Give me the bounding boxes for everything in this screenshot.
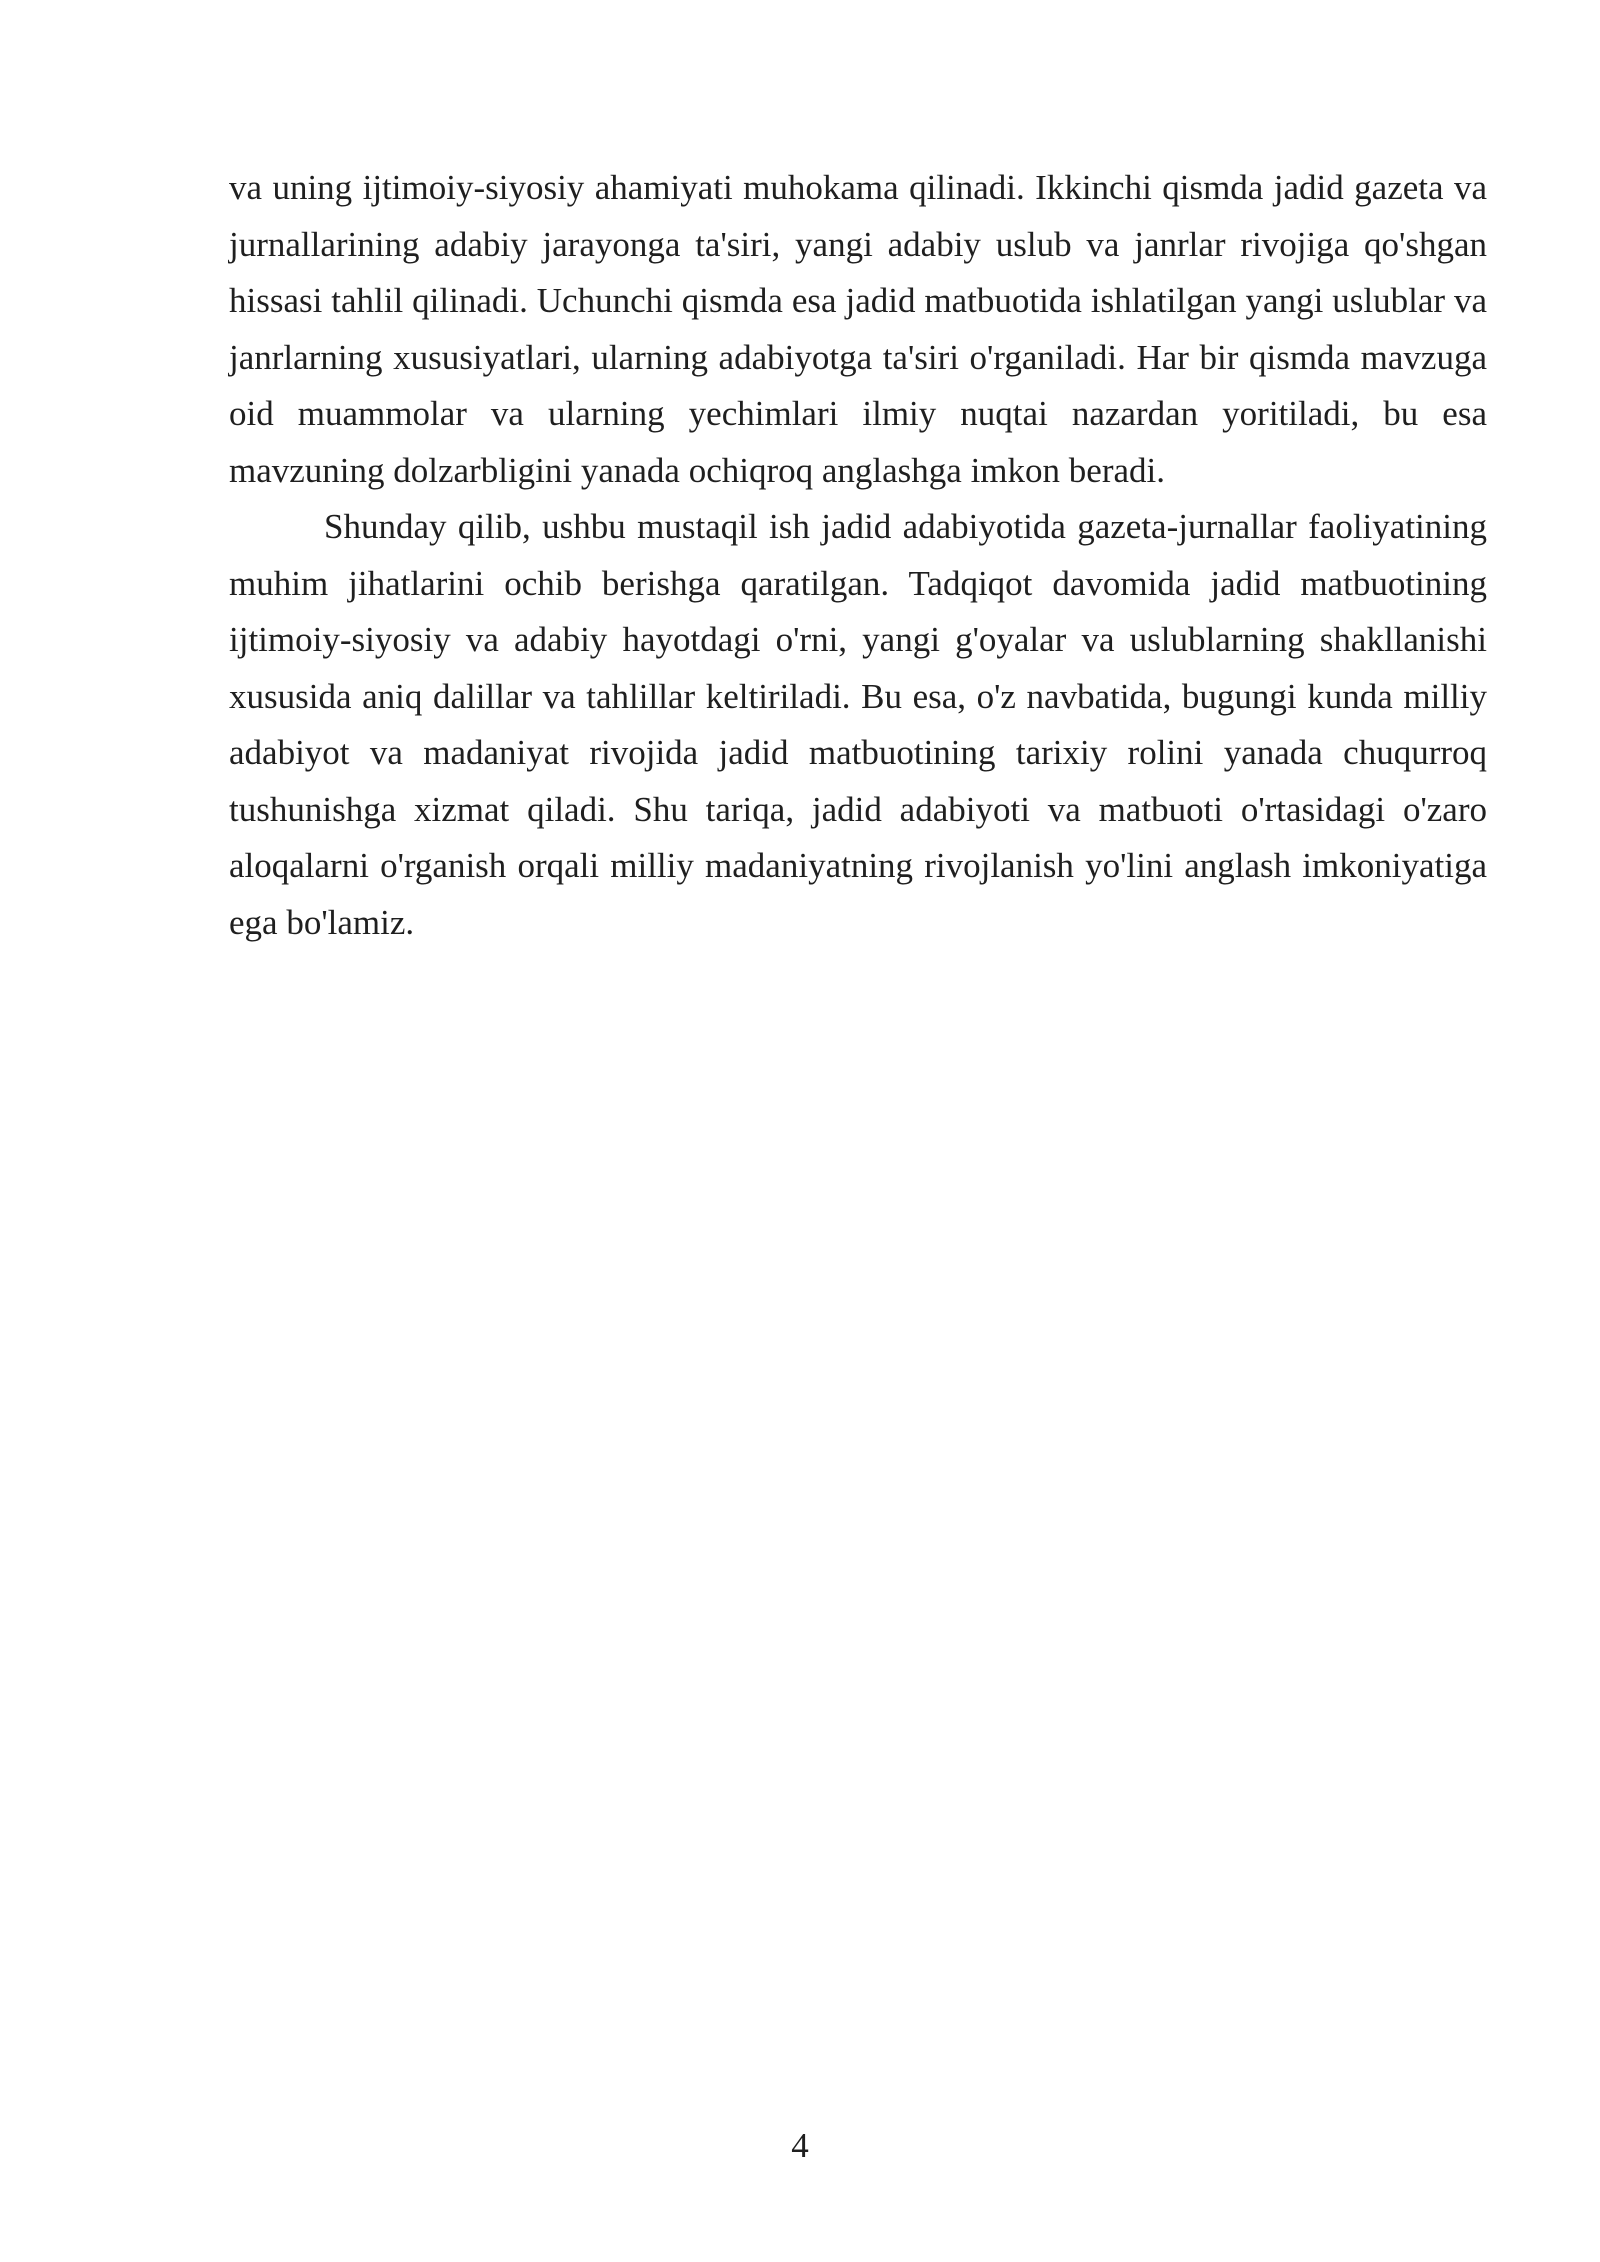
page-number: 4 [791, 2126, 809, 2165]
paragraph-conclusion: Shunday qilib, ushbu mustaqil ish jadid adabiyotida gazeta-jurnallar faoliyatining muhim jihatlarini ochib berishga qaratilgan. Tadqiqot davomida jadid matbuotining ijtimoiy-siyosiy va adabiy hayotdagi o'rni, yangi g'oyalar va uslublarning shakllanishi xususida aniq dalillar va tahlillar keltiriladi. Bu esa, o'z navbatida, bugungi kunda milliy adabiyot va madaniyat rivojida jadid matbuotining tarixiy rolini yanada chuqurroq tushunishga xizmat qiladi. Shu tariqa, jadid adabiyoti va matbuoti o'rtasidagi o'zaro aloqalarni o'rganish orqali milliy madaniyatning rivojlanish yo'lini anglash imkoniyatiga ega bo'lamiz. [229, 507, 1487, 942]
document-body [229, 160, 1487, 951]
paragraph-continuation: va uning ijtimoiy-siyosiy ahamiyati muhokama qilinadi. Ikkinchi qismda jadid gazeta va jurnallarining adabiy jarayonga ta'siri, yangi adabiy uslub va janrlar rivojiga qo'shgan hissasi tahlil qilinadi. Uchunchi qismda esa jadid matbuotida ishlatilgan yangi uslublar va janrlarning xususiyatlari, ularning adabiyotga ta'siri o'rganiladi. Har bir qismda mavzuga oid muammolar va ularning yechimlari ilmiy nuqtai nazardan yoritiladi, bu esa mavzuning dolzarbligini yanada ochiqroq anglashga imkon beradi. [229, 168, 1487, 490]
